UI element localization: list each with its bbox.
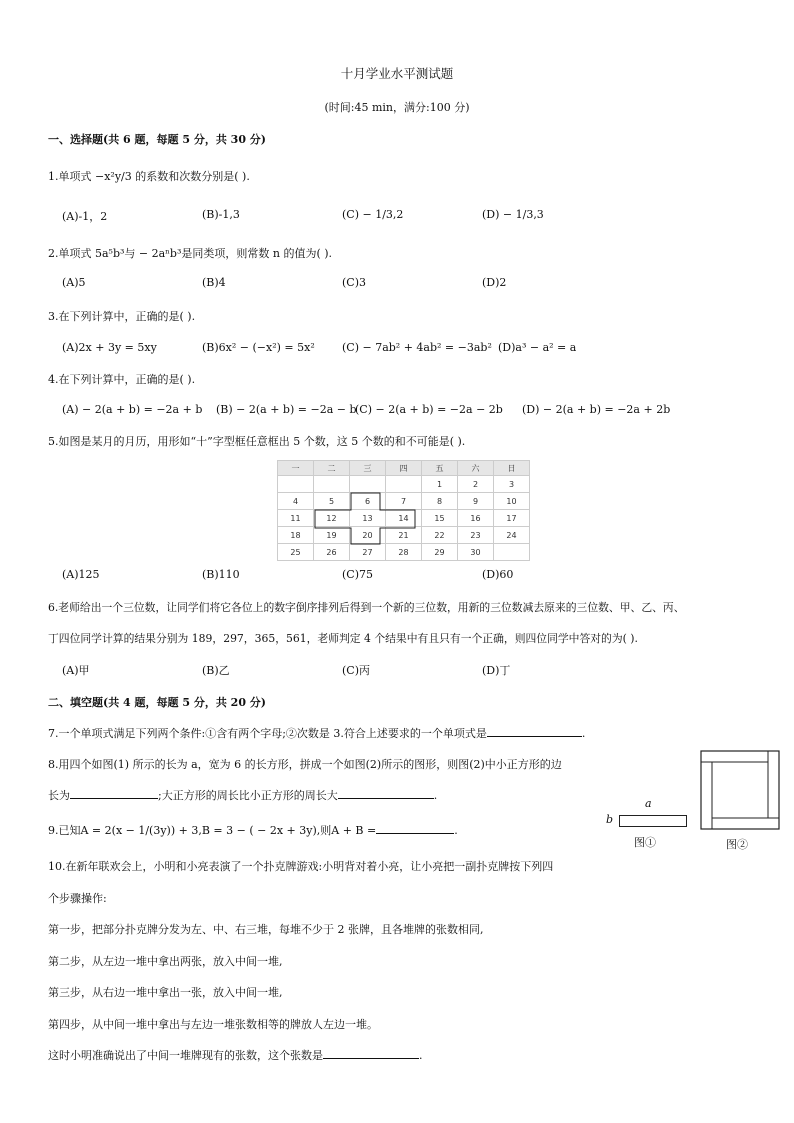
q4-option-d: (D) − 2(a + b) = −2a + 2b — [522, 403, 671, 416]
answer-blank-q9[interactable] — [376, 822, 454, 834]
q2-option-c: (C)3 — [342, 276, 366, 289]
question-3-stem: 3.在下列计算中，正确的是( ). — [48, 310, 196, 323]
calendar-weekday: 三 — [350, 461, 386, 476]
q6-option-a: (A)甲 — [62, 664, 90, 677]
question-4-stem: 4.在下列计算中，正确的是( ). — [48, 373, 196, 386]
q8-text-b: ;大正方形的周长比小正方形的周长大 — [158, 789, 338, 802]
calendar-cell: 9 — [458, 493, 494, 510]
calendar-cell: 30 — [458, 544, 494, 561]
q2-option-b: (B)4 — [202, 276, 226, 289]
calendar-cell: 23 — [458, 527, 494, 544]
calendar-cell: 16 — [458, 510, 494, 527]
q6-option-d: (D)丁 — [482, 664, 511, 677]
calendar-cell: 4 — [278, 493, 314, 510]
calendar-cell: 8 — [422, 493, 458, 510]
question-7-text: 7.一个单项式满足下列两个条件:①含有两个字母;②次数是 3.符合上述要求的一个单项式是 — [48, 727, 487, 740]
q3-option-d: (D)a³ − a² = a — [498, 341, 577, 354]
calendar-cell: 22 — [422, 527, 458, 544]
calendar-cell: 27 — [350, 544, 386, 561]
question-8-line-1: 8.用四个如图(1) 所示的长为 a，宽为 6 的长方形，拼成一个如图(2)所示的图形，则图(2)中小正方形的边 — [48, 758, 562, 771]
calendar-cell: 10 — [494, 493, 530, 510]
calendar-cell: 26 — [314, 544, 350, 561]
q1-option-d: (D) − 1/3,3 — [482, 208, 544, 221]
question-7 — [48, 725, 585, 741]
calendar-cell: 13 — [350, 510, 386, 527]
question-10-line-2: 个步骤操作: — [48, 892, 107, 905]
q2-option-d: (D)2 — [482, 276, 507, 289]
page-title: 十月学业水平测试题 — [340, 66, 454, 81]
calendar-figure — [277, 460, 530, 561]
answer-blank-q8-side[interactable] — [70, 787, 158, 799]
q2-option-a: (A)5 — [62, 276, 86, 289]
calendar-cell: 21 — [386, 527, 422, 544]
calendar-cell: 11 — [278, 510, 314, 527]
answer-blank-q10[interactable] — [323, 1047, 419, 1059]
q10-period: . — [419, 1049, 423, 1062]
calendar-cell: 18 — [278, 527, 314, 544]
calendar-cell: 29 — [422, 544, 458, 561]
q4-option-c: (C) − 2(a + b) = −2a − 2b — [355, 403, 503, 416]
q5-option-d: (D)60 — [482, 568, 514, 581]
q5-option-a: (A)125 — [62, 568, 100, 581]
q6-option-c: (C)丙 — [342, 664, 370, 677]
q6-option-b: (B)乙 — [202, 664, 230, 677]
calendar-cell: 17 — [494, 510, 530, 527]
q4-option-a: (A) − 2(a + b) = −2a + b — [62, 403, 203, 416]
answer-blank-q8-diff[interactable] — [338, 787, 434, 799]
q3-option-b: (B)6x² − (−x²) = 5x² — [202, 341, 315, 354]
question-10-step-3: 第三步，从右边一堆中拿出一张，放入中间一堆, — [48, 986, 283, 999]
rectangle-shape — [619, 815, 687, 827]
calendar-cell: 24 — [494, 527, 530, 544]
q8-text-a: 长为 — [48, 789, 70, 802]
question-10-final-text: 这时小明准确说出了中间一堆牌现有的张数，这个张数是 — [48, 1049, 323, 1062]
calendar-cell: 20 — [350, 527, 386, 544]
question-8-line-2 — [48, 787, 437, 803]
calendar-cell: 7 — [386, 493, 422, 510]
calendar-weekday: 六 — [458, 461, 494, 476]
calendar-weekday: 五 — [422, 461, 458, 476]
calendar-cell: 25 — [278, 544, 314, 561]
q8-period: . — [433, 789, 438, 802]
calendar-cell: 3 — [494, 476, 530, 493]
figure-label-b: b — [606, 813, 614, 826]
calendar-cell: 1 — [422, 476, 458, 493]
question-10-final — [48, 1047, 423, 1063]
calendar-cell: 15 — [422, 510, 458, 527]
question-10-step-1: 第一步，把部分扑克牌分发为左、中、右三堆，每堆不少于 2 张牌，且各堆牌的张数相同, — [48, 923, 484, 936]
question-10-step-2: 第二步，从左边一堆中拿出两张，放入中间一堆, — [48, 955, 283, 968]
question-1-stem: 1.单项式 −x²y/3 的系数和次数分别是( ). — [48, 170, 250, 183]
page-subtitle: (时间:45 min，满分:100 分) — [324, 101, 470, 114]
calendar-cell: 2 — [458, 476, 494, 493]
question-10-step-4: 第四步，从中间一堆中拿出与左边一堆张数相等的牌放人左边一堆。 — [48, 1018, 378, 1031]
calendar-weekday: 日 — [494, 461, 530, 476]
q5-option-b: (B)110 — [202, 568, 240, 581]
question-10-line-1: 10.在新年联欢会上，小明和小亮表演了一个扑克牌游戏:小明背对着小亮，让小亮把一副扑克牌按下列四 — [48, 860, 554, 873]
q3-option-a: (A)2x + 3y = 5xy — [62, 341, 157, 354]
calendar-cell: 28 — [386, 544, 422, 561]
calendar-cell: 19 — [314, 527, 350, 544]
q4-option-b: (B) − 2(a + b) = −2a − b — [216, 403, 357, 416]
section-1-heading: 一、选择题(共 6 题，每题 5 分，共 30 分) — [48, 133, 267, 146]
figure-2-drawing — [700, 750, 782, 832]
calendar-cell: 12 — [314, 510, 350, 527]
answer-blank-q7[interactable] — [487, 725, 582, 737]
question-2-stem: 2.单项式 5a⁵b³与 − 2aⁿb³是同类项，则常数 n 的值为( ). — [48, 247, 333, 260]
q1-option-c: (C) − 1/3,2 — [342, 208, 404, 221]
question-5-stem: 5.如图是某月的月历，用形如“十”字型框任意框出 5 个数，这 5 个数的和不可能是( ). — [48, 435, 466, 448]
question-6-line-2: 丁四位同学计算的结果分别为 189，297，365，561，老师判定 4 个结果中有且只有一个正确，则四位同学中答对的为( ). — [48, 632, 638, 645]
calendar-cell: 6 — [350, 493, 386, 510]
figure-label-a: a — [645, 797, 652, 810]
q5-option-c: (C)75 — [342, 568, 373, 581]
calendar-weekday: 四 — [386, 461, 422, 476]
q1-option-b: (B)-1,3 — [202, 208, 240, 221]
question-6-line-1: 6.老师给出一个三位数，让同学们将它各位上的数字倒序排列后得到一个新的三位数，用新的三位数减去原来的三位数、甲、乙、丙、 — [48, 601, 685, 614]
q9-period: . — [454, 824, 458, 837]
section-2-heading: 二、填空题(共 4 题，每题 5 分，共 20 分) — [48, 696, 267, 709]
figure-1-caption: 图① — [634, 836, 656, 849]
figure-2-caption: 图② — [726, 838, 748, 851]
calendar-cell: 14 — [386, 510, 422, 527]
q1-option-a: (A)-1，2 — [62, 210, 108, 223]
q3-option-c: (C) − 7ab² + 4ab² = −3ab² — [342, 341, 492, 354]
calendar-weekday: 二 — [314, 461, 350, 476]
cross-frame-outline — [277, 460, 529, 554]
calendar-weekday: 一 — [278, 461, 314, 476]
question-9 — [48, 822, 458, 838]
question-9-text: 9.已知A = 2(x − 1/(3y)) + 3,B = 3 − ( − 2x + 3y),则A + B = — [48, 824, 377, 837]
calendar-cell: 5 — [314, 493, 350, 510]
q7-period: . — [581, 727, 586, 740]
